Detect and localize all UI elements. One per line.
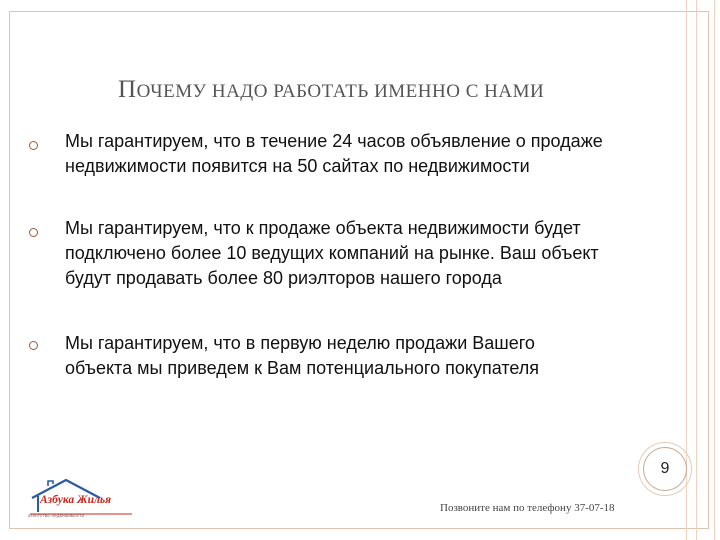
title-rest: ОЧЕМУ НАДО РАБОТАТЬ ИМЕННО С НАМИ <box>136 81 545 102</box>
footer-phone-text: Позвоните нам по телефону 37-07-18 <box>440 502 615 514</box>
bullet-text: Мы гарантируем, что к продаже объекта недвижимости будет подключено более 10 ведущих компаний на рынке. Ваш объект будут продавать более 80 риэлторов нашего города <box>65 218 599 288</box>
page-number: 9 <box>643 447 687 491</box>
decorative-rule <box>696 0 697 540</box>
bullet-icon <box>29 141 38 150</box>
bullet-icon <box>29 341 38 350</box>
bullet-text: Мы гарантируем, что в первую неделю продажи Вашего объекта мы приведем к Вам потенциального покупателя <box>65 333 540 378</box>
logo-tagline: агентство недвижимости <box>28 513 85 518</box>
slide-title <box>118 76 678 104</box>
title-first-letter: П <box>118 76 137 103</box>
decorative-rule <box>714 0 715 540</box>
bullet-icon <box>29 228 38 237</box>
logo-brand: Азбука Жилья <box>40 494 112 506</box>
bullet-text: Мы гарантируем, что в течение 24 часов объявление о продаже недвижимости появится на 50 сайтах по недвижимости <box>65 131 603 176</box>
